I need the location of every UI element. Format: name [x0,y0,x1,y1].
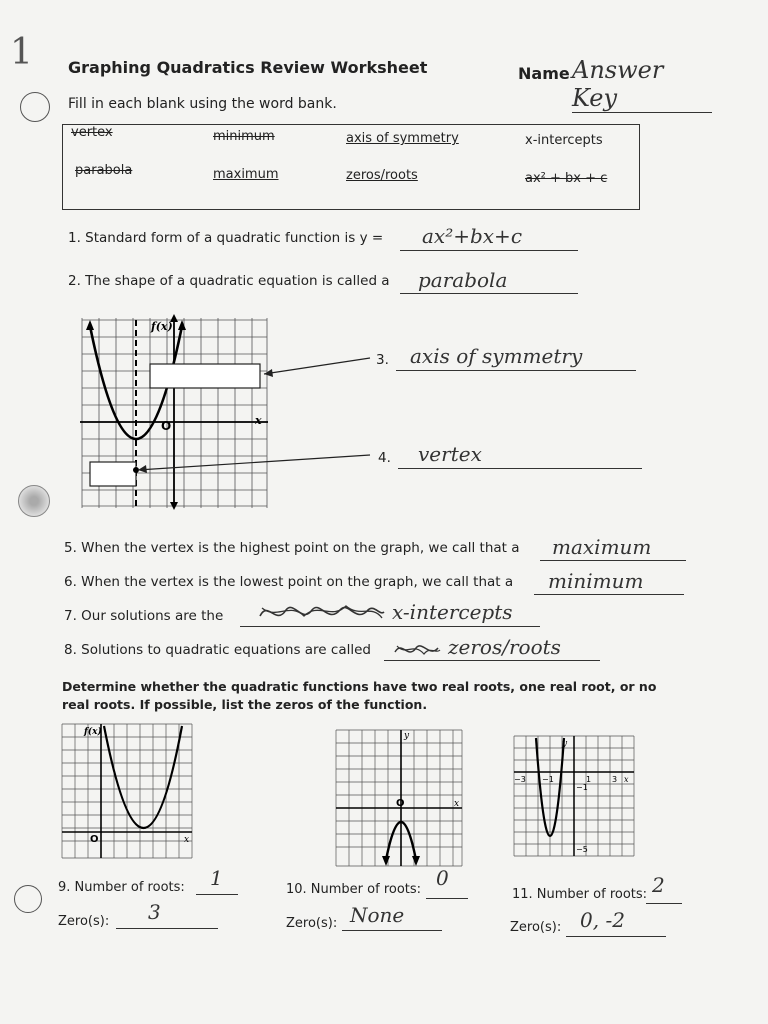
problem-11-zeros-label: Zero(s): [510,920,562,935]
graph-11-tick-y-neg5: −5 [576,845,588,854]
problem-10-zeros-blank [342,930,442,931]
word-parabola: parabola [75,163,133,178]
graph-9-x-label: x [184,835,190,845]
problem-11-roots-blank [646,903,682,904]
name-label: Name [518,64,570,83]
graph-10 [334,728,464,868]
graph-11-tick-neg3: −3 [514,775,526,784]
question-8: 8. Solutions to quadratic equations are called [64,642,371,658]
graph-9 [60,722,194,860]
graph-11 [512,734,636,858]
answer-3[interactable]: axis of symmetry [410,344,583,368]
problem-11-roots[interactable]: 2 [652,873,665,897]
graph-11-tick-3: 3 [612,775,618,784]
word-vertex: vertex [71,125,113,140]
question-1: 1. Standard form of a quadratic function is y = [68,230,384,246]
graph-11-tick-y-neg1: −1 [576,783,588,792]
problem-10-roots-label: 10. Number of roots: [286,882,422,897]
answer-8-scribble [392,638,442,660]
graph-x-label: x [255,414,262,427]
problem-11-roots-label: 11. Number of roots: [512,887,648,902]
answer-7[interactable]: x-intercepts [392,600,513,624]
problem-9-roots-label: 9. Number of roots: [58,880,185,895]
graph-10-y-label: y [404,731,410,741]
problem-10-zeros-label: Zero(s): [286,916,338,931]
problem-9-roots-blank [196,894,238,895]
word-maximum: maximum [213,167,279,182]
problem-9-zeros[interactable]: 3 [148,900,161,924]
graph-11-y-label: y [562,739,568,749]
answer-6-blank [534,594,684,595]
word-standard-form: ax² + bx + c [525,171,608,186]
graph-11-tick-1: 1 [586,775,592,784]
margin-tally-mark: 1 [10,32,33,73]
graph-11-tick-neg1: −1 [542,775,554,784]
answer-5-blank [540,560,686,561]
problem-11-zeros[interactable]: 0, -2 [580,908,625,932]
answer-1[interactable]: ax²+bx+c [422,224,523,248]
graph-9-origin-label: O [90,834,99,845]
name-value[interactable]: Answer Key [572,56,712,113]
determine-instructions: Determine whether the quadratic functions have two real roots, one real root, or no real roots. If possible, list the zeros of the function. [62,679,657,712]
question-5: 5. When the vertex is the highest point on the graph, we call that a [64,540,520,556]
question-7: 7. Our solutions are the [64,608,224,624]
word-x-intercepts: x-intercepts [525,133,603,148]
answer-6[interactable]: minimum [548,569,644,593]
answer-5[interactable]: maximum [552,535,652,559]
problem-9-zeros-blank [116,928,218,929]
answer-8[interactable]: zeros/roots [448,635,561,659]
word-axis-of-symmetry: axis of symmetry [346,131,459,146]
answer-4-blank [398,468,642,469]
question-6: 6. When the vertex is the lowest point on the graph, we call that a [64,574,514,590]
answer-8-blank [384,660,600,661]
graph-11-x-label: x [624,775,629,784]
question-2: 2. The shape of a quadratic equation is called a [68,273,390,289]
problem-10-roots[interactable]: 0 [436,866,449,890]
problem-9-zeros-label: Zero(s): [58,914,110,929]
answer-7-scribble [256,598,386,626]
graph-10-origin-label: O [396,798,405,809]
answer-3-blank [396,370,636,371]
graph-origin-label: O [161,419,172,433]
problem-10-zeros[interactable]: None [350,903,405,927]
graph-fx-label: f(x) [151,320,173,333]
problem-11-zeros-blank [566,936,666,937]
worksheet-title: Graphing Quadratics Review Worksheet [68,58,428,77]
answer-2[interactable]: parabola [418,268,508,292]
question-3: 3. [376,352,389,368]
answer-4[interactable]: vertex [418,442,482,466]
question-4: 4. [378,450,391,466]
word-minimum: minimum [213,129,275,144]
graph-9-fx-label: f(x) [84,727,102,737]
problem-10-roots-blank [426,898,468,899]
problem-9-roots[interactable]: 1 [210,866,223,890]
instructions: Fill in each blank using the word bank. [68,96,337,112]
answer-7-blank [240,626,540,627]
word-zeros-roots: zeros/roots [346,168,418,183]
graph-10-x-label: x [454,799,460,809]
